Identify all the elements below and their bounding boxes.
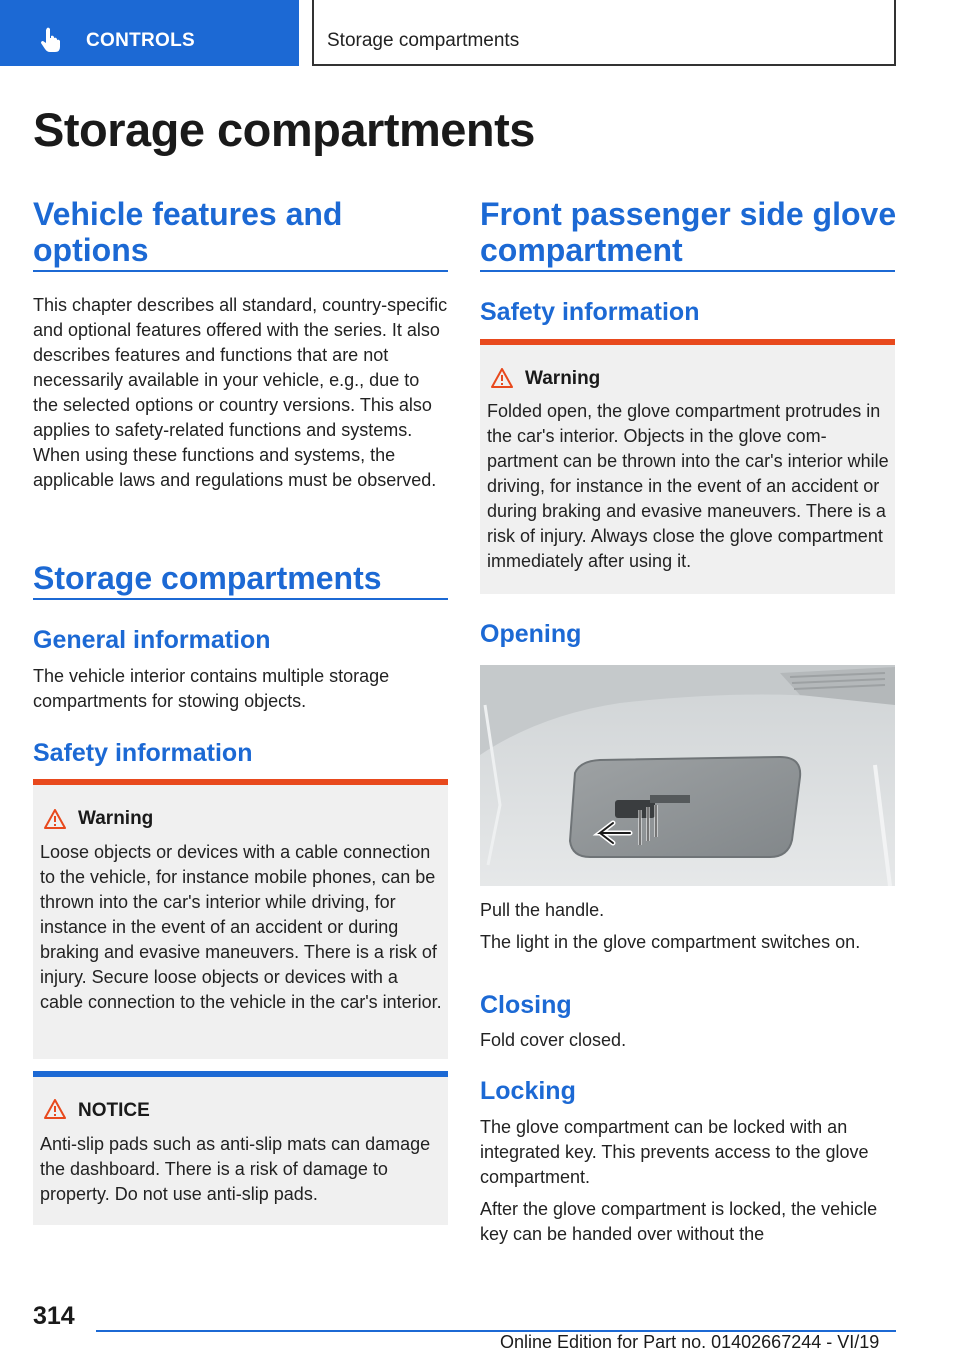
page-number: 314 [33, 1302, 75, 1330]
warning-text: Folded open, the glove compartment protrudes in the car's interior. Objects in the glove compartment can be thrown into the car's interior while driving, for instance in the event of an accident or during braking and evasive maneuvers. There is a risk of injury. Always close the glove compartment immediately after using it. [487, 401, 889, 571]
opening-step: Pull the handle. [480, 900, 605, 920]
locking-text-2: After the glove compartment is locked, the vehicle key can be handed over without the [480, 1199, 878, 1244]
warning-text: Loose objects or devices with a cable connection to the vehicle, for instance mobile phones, can be thrown into the car's interior while driving, for instance in the event of an accident or during braking and evasive maneuvers. There is a risk of injury. Secure loose objects or devices with a cable connection to the vehicle in the car's interior. [40, 842, 442, 1012]
edition-text: Online Edition for Part no. 01402667244 - VI/19 [500, 1332, 880, 1352]
warning-bar [33, 779, 448, 785]
glove-compartment-heading: Front passenger side glove compartment [480, 196, 897, 268]
safety-info-heading: Safety information [33, 739, 253, 767]
safety-info-heading-right: Safety information [480, 298, 700, 326]
general-info-text: The vehicle interior contains multiple storage compartments for stowing objects. [33, 666, 390, 711]
notice-text: Anti-slip pads such as anti-slip mats can damage the dashboard. There is a risk of damage to property. Do not use anti-slip pads. [40, 1134, 431, 1204]
vehicle-features-text: This chapter describes all standard, country-specific and optional features offered with the series. It also describes features and functions that are not necessarily available in your vehicle, e.g., due to the selected options or country versions. This also applies to safety-related functions and systems. When using these functions and systems, the applicable laws and regulations must be observed. [33, 295, 448, 490]
warning-title: Warning [525, 368, 601, 389]
warning-triangle-icon [44, 809, 66, 829]
pointing-hand-icon [38, 26, 64, 52]
vehicle-features-heading: Vehicle features and options [33, 196, 343, 268]
heading-rule [33, 598, 448, 600]
section-tab[interactable] [0, 0, 299, 66]
breadcrumb [312, 0, 896, 66]
heading-rule [33, 270, 448, 272]
warning-bar [480, 339, 895, 345]
closing-heading: Closing [480, 991, 572, 1019]
warning-box [33, 779, 448, 1059]
warning-title: Warning [78, 808, 154, 829]
section-label: CONTROLS [86, 30, 196, 51]
warning-box-right [480, 339, 895, 594]
locking-heading: Locking [480, 1077, 576, 1105]
storage-heading: Storage compartments [33, 560, 382, 596]
glove-compartment-illustration [480, 665, 895, 886]
opening-heading: Opening [480, 620, 582, 648]
closing-text: Fold cover closed. [480, 1030, 627, 1050]
page-title: Storage compartments [33, 103, 535, 156]
warning-triangle-icon [491, 368, 513, 388]
opening-text: The light in the glove compartment switches on. [480, 932, 861, 952]
notice-box [33, 1071, 448, 1225]
warning-triangle-icon [44, 1099, 66, 1119]
glove-compartment-image [480, 665, 895, 886]
notice-title: NOTICE [78, 1100, 150, 1121]
locking-text-1: The glove compartment can be locked with an integrated key. This prevents access to the glove compartment. [480, 1117, 869, 1187]
notice-bar [33, 1071, 448, 1077]
heading-rule [480, 270, 895, 272]
breadcrumb-text: Storage compartments [327, 30, 520, 51]
general-info-heading: General information [33, 626, 271, 654]
